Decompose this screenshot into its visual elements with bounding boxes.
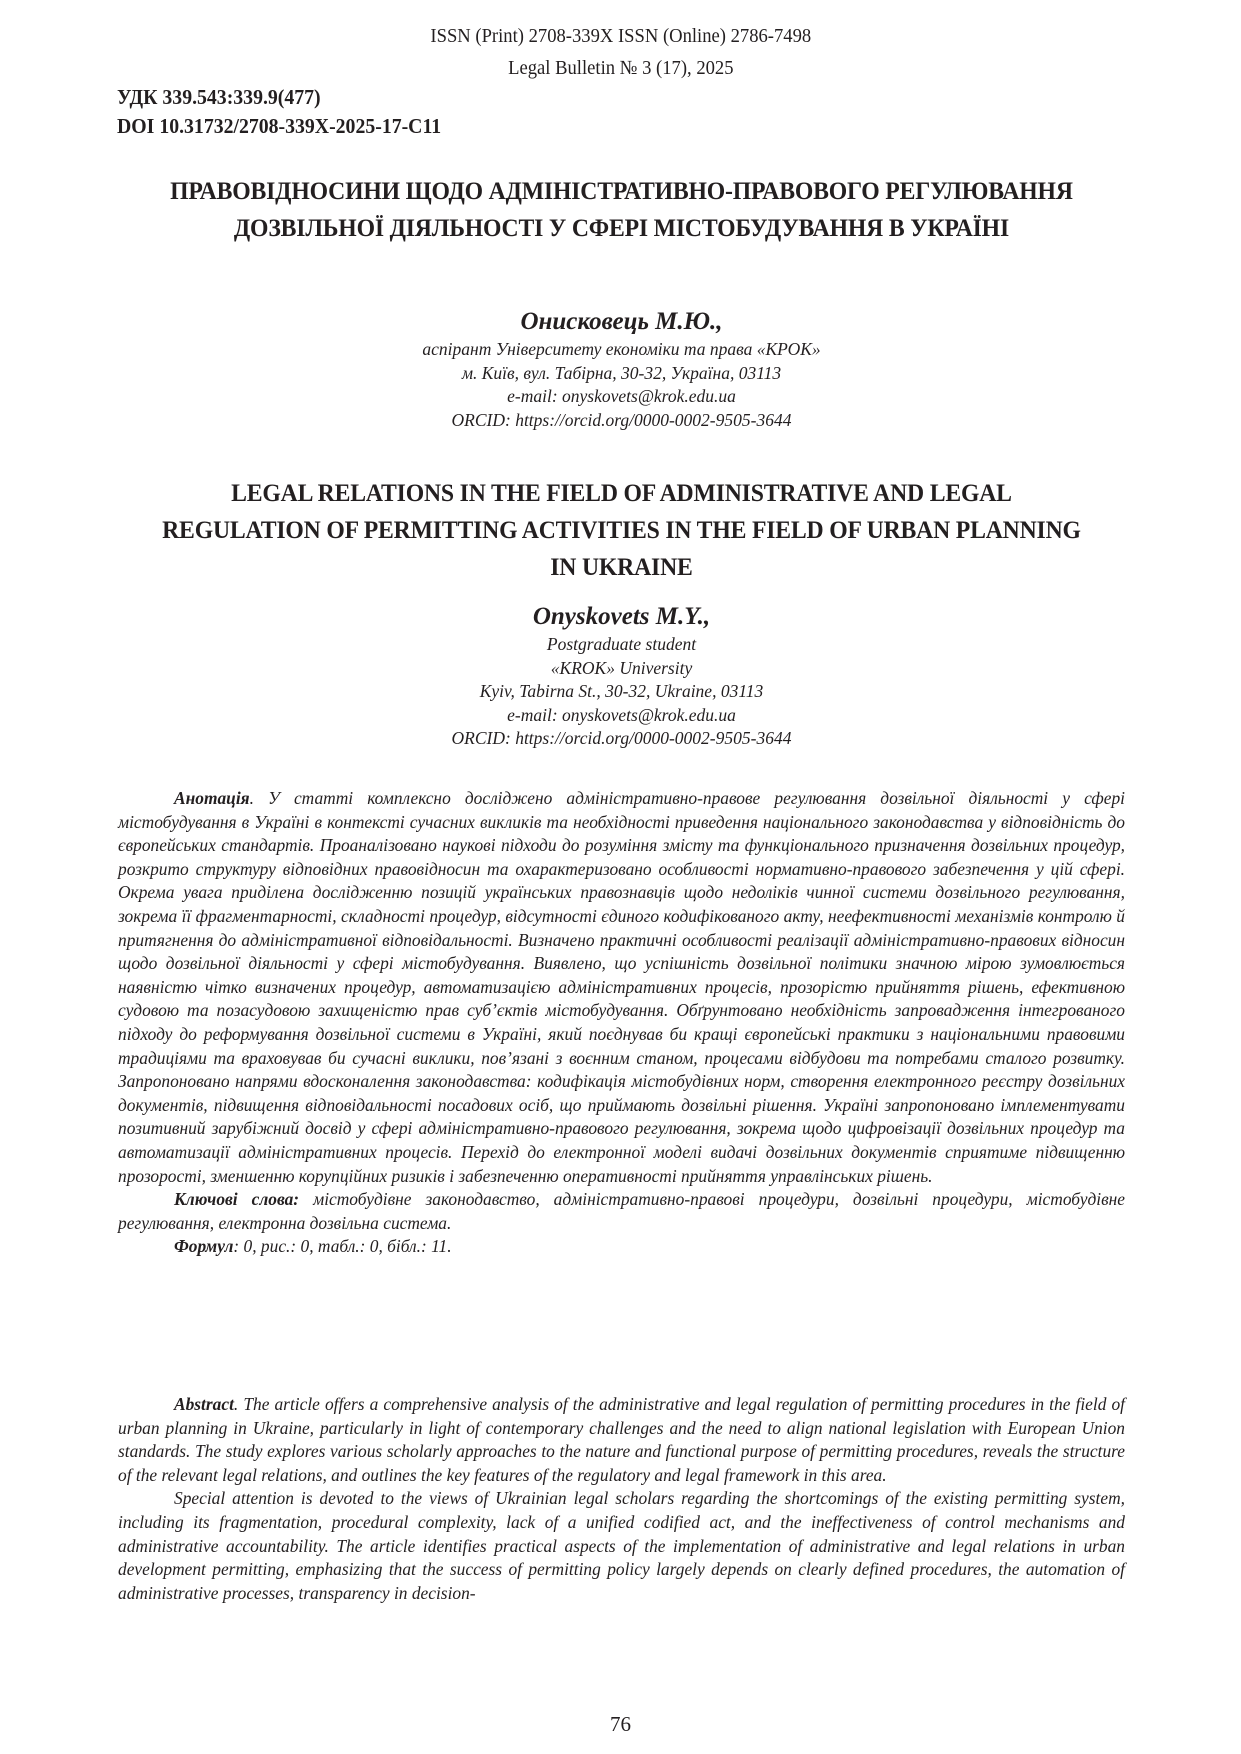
annotation-label: Анотація	[174, 788, 250, 808]
annotation-section	[118, 787, 1125, 1259]
abstract-text: . The article offers a comprehensive analysis of the administrative and legal regulation of permitting procedures in the field of urban planning in Ukraine, particularly in light of contemporary challenges and the need to align national legislation with European Union standards. The study explores various scholarly approaches to the nature and functional purpose of permitting procedures, reveals the structure of the relevant legal relations, and outlines the key features of the regulatory and legal framework in this area.	[118, 1394, 1125, 1485]
author-block-en	[118, 601, 1125, 751]
stats-text: : 0, рис.: 0, табл.: 0, бібл.: 11.	[233, 1236, 452, 1257]
author-address-en: Kyiv, Tabirna St., 30-32, Ukraine, 03113	[479, 681, 764, 701]
article-title-en: LEGAL RELATIONS IN THE FIELD OF ADMINISTRATIVE AND LEGAL REGULATION OF PERMITTING ACTIVITIES IN THE FIELD OF URBAN PLANNING IN UKRAINE	[162, 478, 1081, 581]
author-name-en: Onyskovets M.Y.,	[532, 603, 711, 630]
annotation-paragraph	[118, 787, 1125, 1188]
stats-label: Формул	[174, 1236, 234, 1257]
abstract-paragraph-2: Special attention is devoted to the views of Ukrainian legal scholars regarding the shortcomings of the existing permitting system, including its fragmentation, procedural complexity, lack of a unified codified act, and the ineffectiveness of control mechanisms and administrative accountability. The article identifies practical aspects of the implementation of administrative and legal relations in urban development permitting, emphasizing that the success of permitting policy largely depends on clearly defined procedures, the automation of administrative processes, transparency in decision-	[118, 1488, 1125, 1603]
udk-code: УДК 339.543:339.9(477)	[117, 85, 321, 109]
abstract-label: Abstract	[174, 1394, 234, 1414]
journal-issue: Legal Bulletin № 3 (17), 2025	[508, 57, 734, 79]
author-email-en: e-mail: onyskovets@krok.edu.ua	[507, 704, 736, 725]
author-orcid-en: ORCID: https://orcid.org/0000-0002-9505-3644	[451, 728, 792, 748]
keywords-text: містобудівне законодавство, адміністративно-правові процедури, дозвільні процедури, містобудівне регулювання, електронна дозвільна система.	[118, 1189, 1125, 1233]
author-name-ua: Онисковець М.Ю.,	[520, 308, 723, 335]
author-orcid-ua: ORCID: https://orcid.org/0000-0002-9505-3644	[451, 409, 792, 430]
abstract-paragraph-1	[118, 1393, 1125, 1487]
article-title-ua: ПРАВОВІДНОСИНИ ЩОДО АДМІНІСТРАТИВНО-ПРАВОВОГО РЕГУЛЮВАННЯ ДОЗВІЛЬНОЇ ДІЯЛЬНОСТІ У СФЕРІ МІСТОБУДУВАННЯ В УКРАЇНІ	[170, 176, 1073, 242]
doi: DOI 10.31732/2708-339X-2025-17-С11	[117, 114, 442, 138]
author-position-ua: аспірант Університету економіки та права «КРОК»	[422, 339, 821, 359]
author-position-en: Postgraduate student	[546, 634, 697, 654]
author-address-ua: м. Київ, вул. Табірна, 30-32, Україна, 03113	[461, 362, 782, 383]
journal-issn: ISSN (Print) 2708-339X ISSN (Online) 2786-7498	[430, 25, 812, 47]
stats-paragraph	[118, 1235, 1125, 1259]
keywords-label: Ключові слова:	[174, 1189, 300, 1210]
annotation-text: . У статті комплексно досліджено адміністративно-правове регулювання дозвільної діяльності у сфері містобудування в Україні в контексті сучасних викликів та необхідності приведення національного законодавства у відповідність до європейських стандартів. Проаналізовано наукові підходи до розуміння змісту та функціонального призначення дозвільних процедур, розкрито структуру відповідних правовідносин та охарактеризовано особливості нормативно-правового забезпечення у цій сфері. Окрема увага приділена дослідженню позицій українських правознавців щодо недоліків чинної системи дозвільного регулювання, зокрема її фрагментарності, складності процедур, відсутності єдиного кодифікованого акту, неефективності механізмів контролю й притягнення до адміністративної відповідальності. Визначено практичні особливості реалізації адміністративно-правових відносин щодо дозвільної діяльності у сфері містобудування. Виявлено, що успішність дозвільної політики значною мірою зумовлюється наявністю чітко визначених процедур, автоматизацією адміністративних процесів, прозорістю прийняття рішень, ефективною судовою та позасудовою захищеністю прав суб’єктів містобудування. Обґрунтовано необхідність запровадження інтегрованого підходу до реформування дозвільної системи в Україні, який поєднував би кращі європейські практики з національними правовими традиціями та враховував би сучасні виклики, пов’язані з воєнним станом, процесами відбудови та потребами сталого розвитку. Запропоновано напрями вдосконалення законодавства: кодифікація містобудівних норм, створення електронного реєстру дозвільних документів, підвищення відповідальності посадових осіб, що приймають дозвільні рішення. Україні запропоновано імплементувати позитивний зарубіжний досвід у сфері адміністративно-правового регулювання, зокрема щодо цифровізації дозвільних процедур та автоматизації адміністративних процесів. Перехід до електронної моделі видачі дозвільних документів сприятиме підвищенню прозорості, зменшенню корупційних ризиків і забезпеченню оперативності прийняття управлінських рішень.	[118, 788, 1125, 1186]
page-number: 76	[610, 1712, 631, 1736]
author-university-en: «KROK» University	[550, 657, 693, 678]
keywords-paragraph	[118, 1188, 1125, 1235]
abstract-section	[118, 1393, 1125, 1605]
author-email-ua: e-mail: onyskovets@krok.edu.ua	[507, 386, 736, 406]
author-block-ua	[118, 306, 1125, 432]
